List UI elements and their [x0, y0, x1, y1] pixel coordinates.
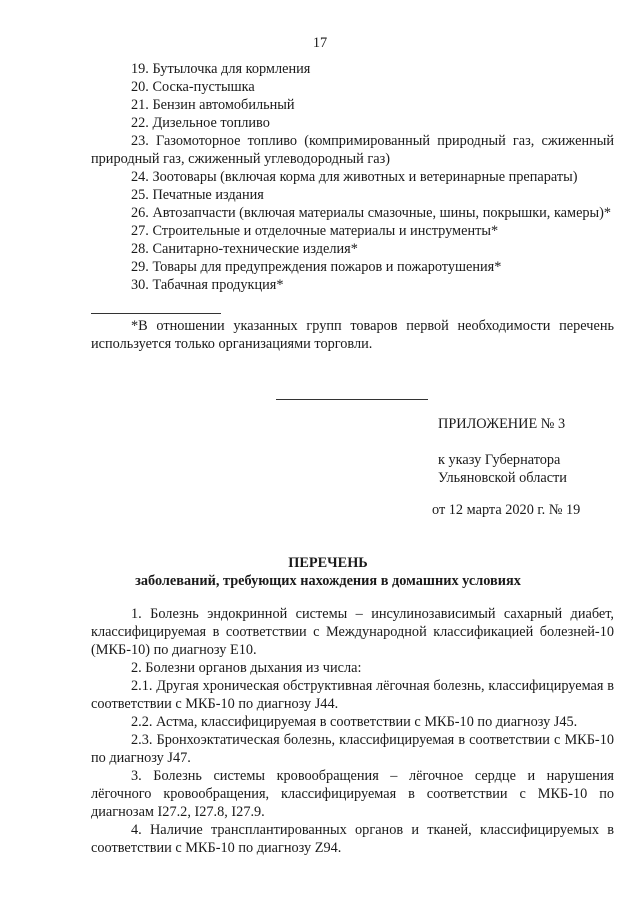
list-item: 27. Строительные и отделочные материалы и инструменты* [131, 223, 499, 239]
diseases-list [91, 605, 614, 857]
list-item: 25. Печатные издания [131, 187, 264, 203]
list-item: 26. Автозапчасти (включая материалы смазочные, шины, покрышки, камеры)* [131, 205, 612, 221]
goods-list [91, 60, 614, 294]
appendix-title: ПРИЛОЖЕНИЕ № 3 [438, 416, 566, 432]
section-divider [276, 399, 428, 400]
footnote-rule [91, 313, 221, 314]
list-item: 28. Санитарно-технические изделия* [131, 241, 358, 257]
paragraph: 2.1. Другая хроническая обструктивная лёгочная болезнь, классифицируемая в соответствии с МКБ-10 по диагнозу J44. [91, 678, 614, 712]
footnote: *В отношении указанных групп товаров первой необходимости перечень используется только организациями торговли. [91, 318, 614, 352]
paragraph: 2.3. Бронхоэктатическая болезнь, классифицируемая в соответствии с МКБ-10 по диагнозу J47. [91, 732, 614, 766]
list-item: 20. Соска-пустышка [131, 79, 255, 95]
appendix-line: Ульяновской области [438, 470, 567, 486]
paragraph: 4. Наличие трансплантированных органов и тканей, классифицируемых в соответствии с МКБ-10 по диагнозу Z94. [91, 822, 614, 856]
paragraph: 1. Болезнь эндокринной системы – инсулинозависимый сахарный диабет, классифицируемая в соответствии с Международной классификацией болезней-10 (МКБ-10) по диагнозу Е10. [91, 606, 614, 658]
paragraph: 2.2. Астма, классифицируемая в соответствии с МКБ-10 по диагнозу J45. [131, 714, 578, 730]
list-item: 19. Бутылочка для кормления [131, 61, 311, 77]
list-item: 23. Газомоторное топливо (компримированный природный газ, сжиженный природный газ, сжиженный углеводородный газ) [91, 133, 614, 167]
paragraph: 2. Болезни органов дыхания из числа: [131, 660, 362, 676]
list-item: 29. Товары для предупреждения пожаров и пожаротушения* [131, 259, 502, 275]
appendix-line: к указу Губернатора [438, 452, 561, 468]
document-subheading: заболеваний, требующих нахождения в домашних условиях [135, 573, 521, 589]
list-item: 21. Бензин автомобильный [131, 97, 295, 113]
appendix-date: от 12 марта 2020 г. № 19 [432, 502, 581, 518]
paragraph: 3. Болезнь системы кровообращения – лёгочное сердце и нарушения лёгочного кровообращения, классифицируемая в соответствии с МКБ-10 по диагнозам I27.2, I27.8, I27.9. [91, 768, 614, 820]
page-number: 17 [312, 35, 328, 51]
list-item: 30. Табачная продукция* [131, 277, 284, 293]
document-heading: ПЕРЕЧЕНЬ [288, 555, 368, 571]
list-item: 22. Дизельное топливо [131, 115, 270, 131]
list-item: 24. Зоотовары (включая корма для животных и ветеринарные препараты) [131, 169, 578, 185]
